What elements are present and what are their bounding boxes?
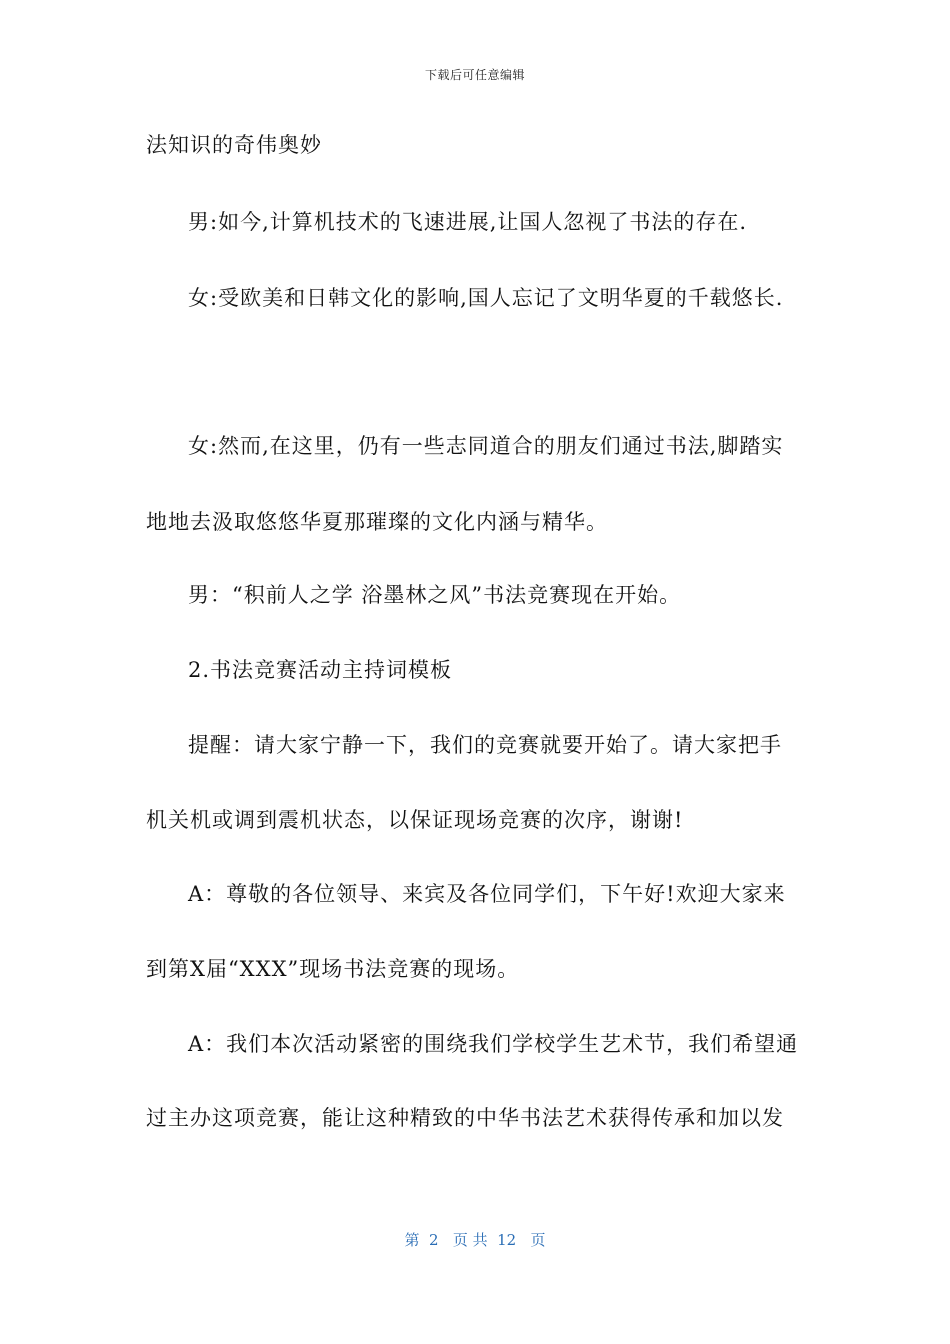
body-line: 过主办这项竞赛，能让这种精致的中华书法艺术获得传承和加以发 <box>146 1106 784 1130</box>
body-line: 女:受欧美和日韩文化的影响,国人忘记了文明华夏的千载悠长. <box>188 286 784 310</box>
body-line: 提醒：请大家宁静一下，我们的竞赛就要开始了。请大家把手 <box>188 733 782 757</box>
body-line: A：尊敬的各位领导、来宾及各位同学们，下午好!欢迎大家来 <box>188 882 786 906</box>
body-line: 地地去汲取悠悠华夏那璀璨的文化内涵与精华。 <box>146 510 608 534</box>
body-line: 男:如今,计算机技术的飞速进展,让国人忽视了书法的存在. <box>188 210 748 234</box>
body-line: 男：“积前人之学 浴墨林之风”书法竞赛现在开始。 <box>188 583 682 607</box>
header-note: 下载后可任意编辑 <box>424 68 525 82</box>
body-line: 法知识的奇伟奥妙 <box>146 133 322 157</box>
body-line: 女:然而,在这里，仍有一些志同道合的朋友们通过书法,脚踏实 <box>188 434 784 458</box>
body-line: 机关机或调到震机状态，以保证现场竞赛的次序，谢谢! <box>146 808 684 832</box>
page-number-footer: 第 2 页 共 12 页 <box>404 1231 546 1249</box>
body-line: A：我们本次活动紧密的围绕我们学校学生艺术节，我们希望通 <box>188 1032 799 1056</box>
body-line: 到第X届“XXX”现场书法竞赛的现场。 <box>146 957 520 981</box>
section-heading: 2.书法竞赛活动主持词模板 <box>188 658 453 682</box>
